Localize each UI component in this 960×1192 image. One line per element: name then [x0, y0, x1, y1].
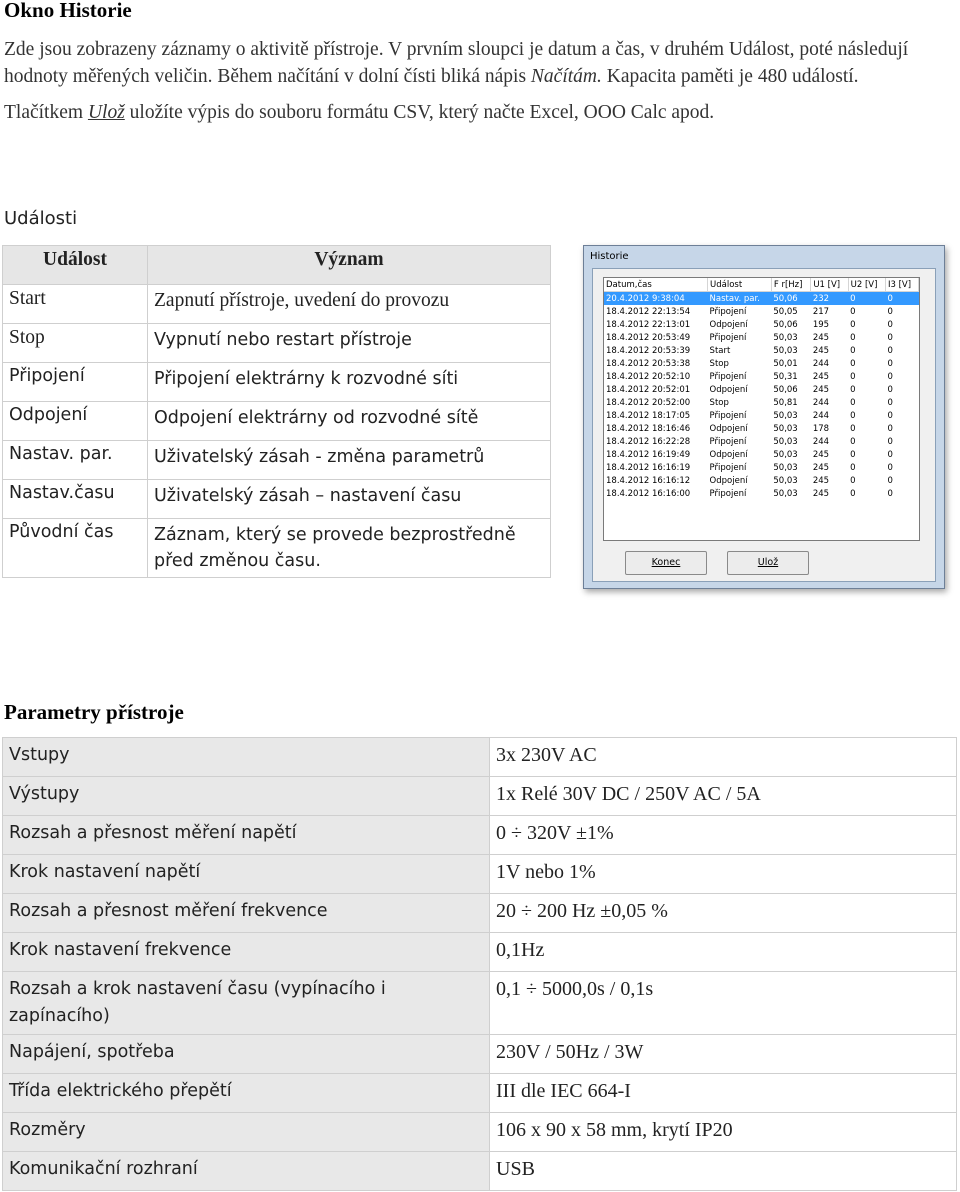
history-cell: 0 [887, 488, 893, 499]
param-value: USB [490, 1152, 957, 1191]
history-cell: 18.4.2012 22:13:01 [606, 319, 691, 330]
intro-p2-prefix: Tlačítkem [4, 102, 88, 123]
intro-text [4, 36, 954, 126]
history-cell: 0 [848, 292, 885, 306]
history-cell: 50,03 [773, 332, 798, 343]
history-cell: Připojení [709, 410, 747, 421]
event-row [3, 441, 551, 480]
history-cell: Stop [709, 397, 729, 408]
save-word: Ulož [87, 102, 125, 123]
event-name: Nastav.času [3, 480, 148, 519]
history-row[interactable] [604, 487, 919, 500]
event-row [3, 285, 551, 324]
history-cell: Stop [709, 358, 729, 369]
history-cell: 50,03 [773, 423, 798, 434]
history-cell: 232 [811, 292, 848, 306]
history-row[interactable] [604, 409, 919, 422]
history-row[interactable] [604, 461, 919, 474]
param-row [3, 816, 957, 855]
close-button[interactable]: Konec [625, 551, 707, 575]
history-row[interactable] [604, 370, 919, 383]
history-cell: 0 [850, 397, 856, 408]
history-cell: 50,03 [773, 410, 798, 421]
history-cell: 50,05 [773, 306, 798, 317]
event-meaning: Zapnutí přístroje, uvedení do provozu [148, 285, 551, 324]
page-heading: Okno Historie [4, 0, 132, 22]
events-header-row [3, 246, 551, 285]
history-cell: 18.4.2012 20:52:10 [606, 371, 691, 382]
history-column-header[interactable]: U1 [V] [811, 278, 848, 292]
history-cell: 20.4.2012 9:38:04 [604, 292, 708, 306]
history-cell: Odpojení [709, 475, 748, 486]
param-value: 0,1Hz [490, 933, 957, 972]
event-name: Start [3, 285, 148, 324]
intro-line-end: Kapacita paměti je 480 událostí. [601, 66, 859, 87]
history-cell: 50,06 [771, 292, 810, 306]
history-header-row [604, 278, 919, 292]
event-row [3, 402, 551, 441]
param-row [3, 777, 957, 816]
history-column-header[interactable]: U2 [V] [848, 278, 885, 292]
history-cell: Připojení [709, 436, 747, 447]
history-cell: 0 [850, 345, 856, 356]
history-cell: 0 [850, 332, 856, 343]
param-row [3, 1074, 957, 1113]
history-row[interactable] [604, 422, 919, 435]
param-name: Napájení, spotřeba [3, 1035, 490, 1074]
event-row [3, 363, 551, 402]
history-cell: Připojení [709, 371, 747, 382]
history-cell: 50,06 [773, 319, 798, 330]
history-cell: 50,03 [773, 488, 798, 499]
history-cell: 0 [885, 292, 918, 306]
history-cell: 50,03 [773, 475, 798, 486]
history-row[interactable] [604, 383, 919, 396]
events-section-title: Události [4, 208, 78, 229]
event-meaning: Uživatelský zásah – nastavení času [148, 480, 551, 519]
history-cell: 18.4.2012 20:52:00 [606, 397, 691, 408]
events-header-meaning: Význam [148, 246, 551, 285]
history-cell: Odpojení [709, 449, 748, 460]
event-row [3, 324, 551, 363]
history-cell: 245 [812, 384, 830, 395]
history-cell: 0 [887, 332, 893, 343]
history-cell: 0 [887, 384, 893, 395]
history-cell: 18.4.2012 20:53:38 [606, 358, 691, 369]
history-cell: 245 [812, 449, 830, 460]
history-column-header[interactable]: Datum,čas [604, 278, 708, 292]
history-row[interactable] [604, 331, 919, 344]
param-name: Rozměry [3, 1113, 490, 1152]
param-name: Krok nastavení frekvence [3, 933, 490, 972]
event-name: Nastav. par. [3, 441, 148, 480]
history-row[interactable] [604, 344, 919, 357]
history-cell: 18.4.2012 16:16:00 [606, 488, 691, 499]
history-cell: 0 [887, 319, 893, 330]
intro-paragraph-2 [4, 99, 954, 126]
param-value: 0 ÷ 320V ±1% [490, 816, 957, 855]
history-cell: 18.4.2012 22:13:54 [606, 306, 691, 317]
history-cell: Připojení [709, 306, 747, 317]
history-cell: 50,03 [773, 449, 798, 460]
history-column-header[interactable]: F r[Hz] [771, 278, 810, 292]
history-cell: 195 [812, 319, 830, 330]
history-cell: 0 [887, 371, 893, 382]
param-row [3, 855, 957, 894]
param-value: 1V nebo 1% [490, 855, 957, 894]
history-cell: 50,31 [773, 371, 798, 382]
param-row [3, 1113, 957, 1152]
dialog-title: Historie [590, 251, 629, 262]
param-name: Komunikační rozhraní [3, 1152, 490, 1191]
history-cell: 0 [887, 410, 893, 421]
history-cell: 178 [812, 423, 830, 434]
history-cell: Odpojení [709, 384, 748, 395]
history-cell: 0 [850, 358, 856, 369]
param-value: 230V / 50Hz / 3W [490, 1035, 957, 1074]
history-cell: 18.4.2012 16:16:12 [606, 475, 691, 486]
param-name: Rozsah a přesnost měření napětí [3, 816, 490, 855]
history-cell: 0 [887, 306, 893, 317]
history-cell: 245 [812, 332, 830, 343]
history-cell: 217 [812, 306, 830, 317]
event-name: Stop [3, 324, 148, 363]
intro-p2-suffix: uložíte výpis do souboru formátu CSV, který načte Excel, OOO Calc apod. [124, 102, 715, 123]
dialog-panel [592, 268, 936, 582]
history-row[interactable] [604, 435, 919, 448]
history-list[interactable] [603, 277, 920, 541]
history-cell: 0 [887, 358, 893, 369]
history-cell: 245 [812, 462, 830, 473]
history-cell: 50,81 [773, 397, 798, 408]
history-cell: 18.4.2012 20:53:39 [606, 345, 691, 356]
param-row [3, 1152, 957, 1191]
param-name: Krok nastavení napětí [3, 855, 490, 894]
history-cell: 244 [812, 410, 830, 421]
history-cell: 245 [812, 488, 830, 499]
history-cell: 50,03 [773, 436, 798, 447]
param-name: Vstupy [3, 738, 490, 777]
history-cell: 245 [812, 371, 830, 382]
params-section-title: Parametry přístroje [4, 700, 184, 724]
history-row[interactable] [604, 474, 919, 487]
history-row[interactable] [604, 396, 919, 409]
history-cell: 50,01 [773, 358, 798, 369]
history-cell: 18.4.2012 18:16:46 [606, 423, 691, 434]
history-cell: 0 [887, 475, 893, 486]
save-button[interactable]: Ulož [727, 551, 809, 575]
param-row [3, 933, 957, 972]
param-row [3, 738, 957, 777]
history-cell: Připojení [709, 332, 747, 343]
history-cell: 0 [887, 397, 893, 408]
history-cell: Připojení [709, 488, 747, 499]
event-meaning: Odpojení elektrárny od rozvodné sítě [148, 402, 551, 441]
param-name: Výstupy [3, 777, 490, 816]
events-header-event: Událost [3, 246, 148, 285]
history-cell: Odpojení [709, 423, 748, 434]
history-table [604, 278, 919, 500]
param-value: 0,1 ÷ 5000,0s / 0,1s [490, 972, 957, 1035]
param-value: 3x 230V AC [490, 738, 957, 777]
history-cell: 244 [812, 358, 830, 369]
event-row [3, 480, 551, 519]
event-name: Odpojení [3, 402, 148, 441]
event-name: Připojení [3, 363, 148, 402]
history-row[interactable] [604, 357, 919, 370]
loading-word: Načítám. [530, 66, 602, 87]
history-row[interactable] [604, 305, 919, 318]
param-name: Třída elektrického přepětí [3, 1074, 490, 1113]
history-cell: 244 [812, 397, 830, 408]
history-cell: 18.4.2012 16:22:28 [606, 436, 691, 447]
event-meaning: Uživatelský zásah - změna parametrů [148, 441, 551, 480]
event-name: Původní čas [3, 519, 148, 578]
history-column-header[interactable]: Událost [708, 278, 772, 292]
history-cell: 245 [812, 475, 830, 486]
history-cell: 18.4.2012 20:53:49 [606, 332, 691, 343]
event-meaning: Vypnutí nebo restart přístroje [148, 324, 551, 363]
history-cell: 0 [850, 410, 856, 421]
history-row[interactable] [604, 292, 919, 306]
param-row [3, 1035, 957, 1074]
history-dialog [583, 245, 945, 589]
param-value: 20 ÷ 200 Hz ±0,05 % [490, 894, 957, 933]
history-cell: 0 [850, 436, 856, 447]
history-cell: 18.4.2012 18:17:05 [606, 410, 691, 421]
history-cell: 50,06 [773, 384, 798, 395]
history-cell: Připojení [709, 462, 747, 473]
intro-paragraph-1 [4, 36, 954, 90]
history-cell: 244 [812, 436, 830, 447]
history-cell: 18.4.2012 20:52:01 [606, 384, 691, 395]
intro-line: Zde jsou zobrazeny záznamy o aktivitě přístroje. V prvním sloupci je datum a čas, v druhém Událost, poté následují hodnoty měřených veličin. Během načítání v dolní čísti bliká nápis [4, 39, 909, 87]
param-row [3, 972, 957, 1035]
history-row[interactable] [604, 448, 919, 461]
history-cell: 0 [850, 423, 856, 434]
history-cell: 0 [887, 462, 893, 473]
history-cell: 18.4.2012 16:16:19 [606, 462, 691, 473]
events-table [2, 245, 551, 578]
history-cell: 0 [850, 371, 856, 382]
param-row [3, 894, 957, 933]
param-name: Rozsah a krok nastavení času (vypínacího i zapínacího) [3, 972, 490, 1035]
param-value: 1x Relé 30V DC / 250V AC / 5A [490, 777, 957, 816]
history-cell: 0 [850, 449, 856, 460]
history-cell: 50,03 [773, 345, 798, 356]
history-cell: Start [709, 345, 731, 356]
history-cell: 0 [887, 436, 893, 447]
param-value: 106 x 90 x 58 mm, krytí IP20 [490, 1113, 957, 1152]
history-cell: Nastav. par. [708, 292, 772, 306]
history-cell: Odpojení [709, 319, 748, 330]
event-meaning: Připojení elektrárny k rozvodné síti [148, 363, 551, 402]
history-cell: 50,03 [773, 462, 798, 473]
history-cell: 0 [887, 423, 893, 434]
history-cell: 18.4.2012 16:19:49 [606, 449, 691, 460]
history-cell: 0 [850, 475, 856, 486]
history-cell: 0 [887, 345, 893, 356]
param-value: III dle IEC 664-I [490, 1074, 957, 1113]
history-cell: 245 [812, 345, 830, 356]
history-cell: 0 [850, 488, 856, 499]
history-row[interactable] [604, 318, 919, 331]
history-cell: 0 [850, 462, 856, 473]
params-table [2, 737, 957, 1191]
event-meaning: Záznam, který se provede bezprostředně před změnou času. [148, 519, 551, 578]
event-row [3, 519, 551, 578]
history-cell: 0 [887, 449, 893, 460]
history-column-header[interactable]: I3 [V] [885, 278, 918, 292]
history-cell: 0 [850, 319, 856, 330]
history-cell: 0 [850, 384, 856, 395]
history-cell: 0 [850, 306, 856, 317]
param-name: Rozsah a přesnost měření frekvence [3, 894, 490, 933]
